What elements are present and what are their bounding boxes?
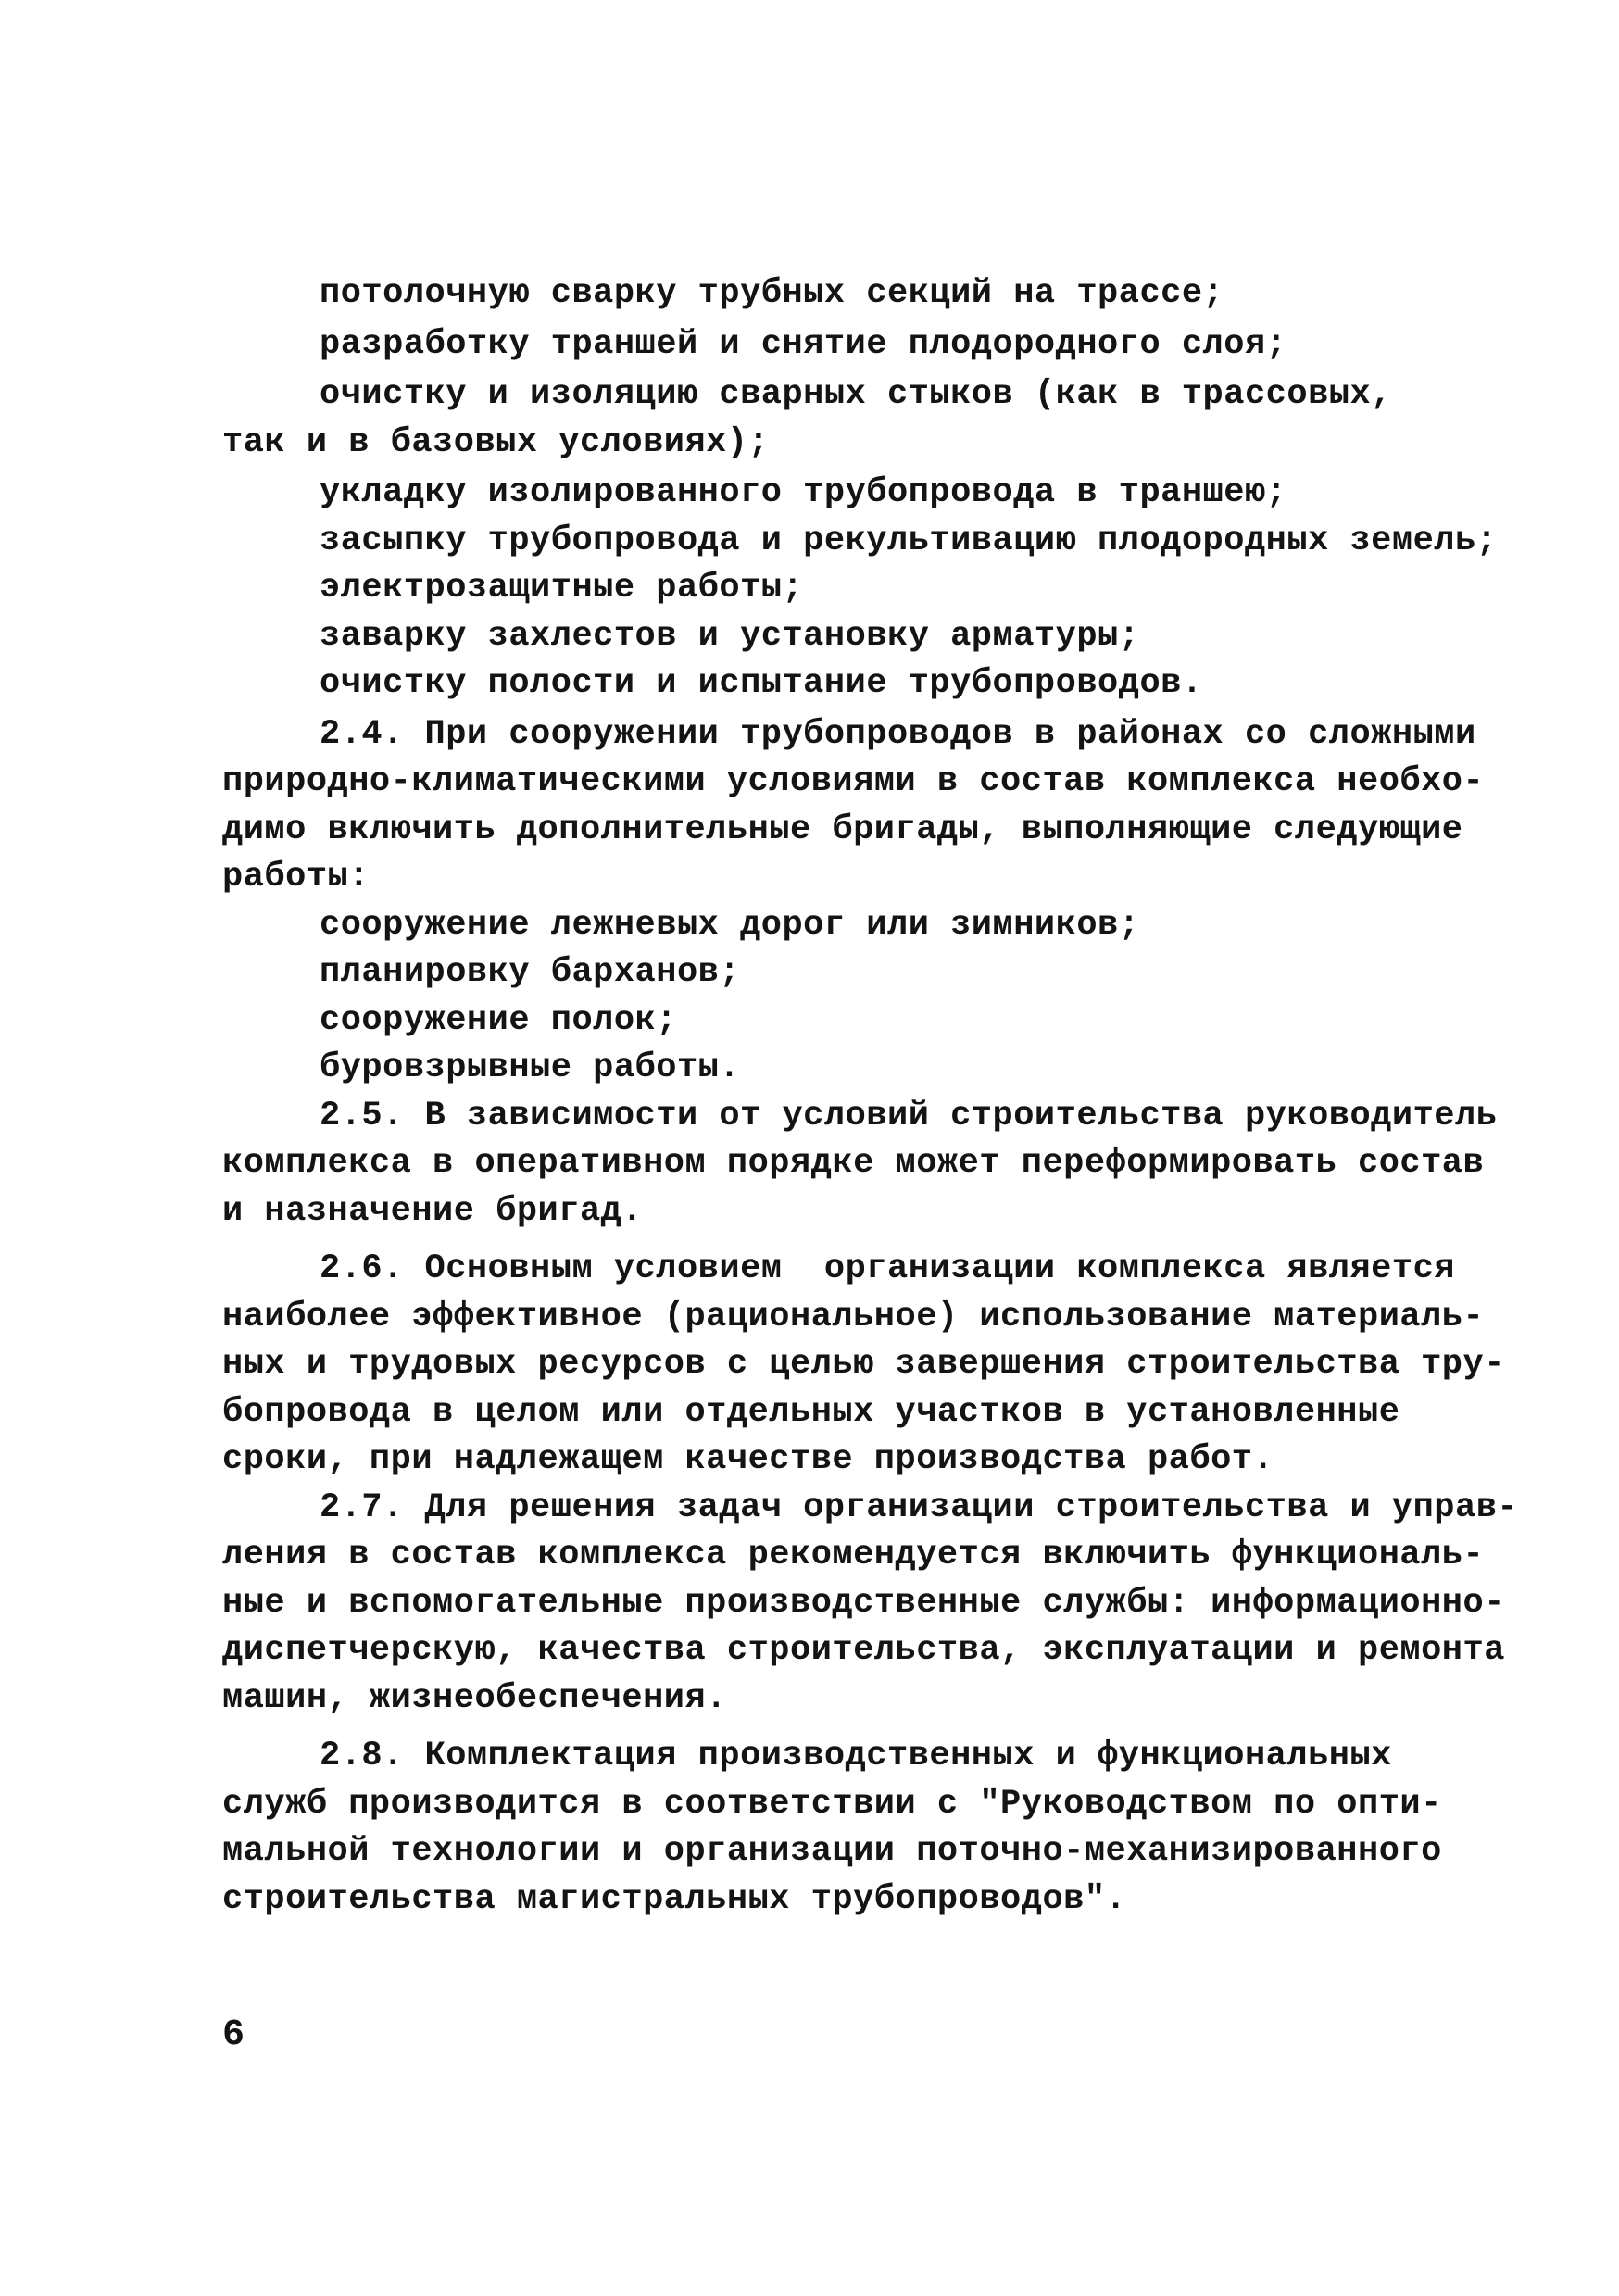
list-item: электрозащитные работы;: [320, 569, 804, 608]
paragraph-2-7-line: диспетчерскую, качества строительства, эксплуатации и ремонта: [222, 1631, 1505, 1670]
paragraph-2-6-line: ных и трудовых ресурсов с целью завершения строительства тру-: [222, 1345, 1505, 1384]
list-item: планировку барханов;: [320, 953, 741, 992]
body-text: [222, 270, 1519, 1924]
paragraph-2-7-line: ные и вспомогательные производственные службы: информационно-: [222, 1583, 1505, 1623]
list-item: очистку полости и испытание трубопроводов.: [320, 664, 1203, 703]
list-item: разработку траншей и снятие плодородного слоя;: [320, 324, 1287, 364]
paragraph-2-8-line: строительства магистральных трубопроводов".: [222, 1879, 1127, 1919]
paragraph-2-6-line: бопровода в целом или отдельных участков в установленные: [222, 1392, 1400, 1432]
paragraph-2-6-line: наиболее эффективное (рациональное) использование материаль-: [222, 1297, 1485, 1336]
list-item: сооружение полок;: [320, 1000, 677, 1040]
paragraph-2-4-line: димо включить дополнительные бригады, выполняющие следующие: [222, 809, 1463, 849]
list-item: буровзрывные работы.: [320, 1048, 741, 1087]
list-item: засыпку трубопровода и рекультивацию плодородных земель;: [320, 521, 1498, 560]
list-item-continuation: так и в базовых условиях);: [222, 422, 770, 462]
list-item: заварку захлестов и установку арматуры;: [320, 616, 1140, 656]
paragraph-2-5-line: 2.5. В зависимости от условий строительства руководитель: [320, 1096, 1498, 1135]
list-item: потолочную сварку трубных секций на трассе;: [320, 274, 1224, 313]
paragraph-2-8-line: служб производится в соответствии с "Руководством по опти-: [222, 1784, 1442, 1824]
paragraph-2-8-line: мальной технологии и организации поточно-механизированного: [222, 1832, 1442, 1871]
paragraph-2-4-line: природно-климатическими условиями в состав комплекса необхо-: [222, 762, 1485, 801]
paragraph-2-7-line: машин, жизнеобеспечения.: [222, 1678, 727, 1718]
list-item: укладку изолированного трубопровода в траншею;: [320, 473, 1287, 512]
list-item: очистку и изоляцию сварных стыков (как в трассовых,: [320, 375, 1392, 414]
list-item: сооружение лежневых дорог или зимников;: [320, 905, 1140, 945]
paragraph-2-7-line: 2.7. Для решения задач организации строительства и управ-: [320, 1487, 1519, 1527]
paragraph-2-6-line: сроки, при надлежащем качестве производства работ.: [222, 1440, 1274, 1479]
paragraph-2-5-line: комплекса в оперативном порядке может переформировать состав: [222, 1144, 1485, 1183]
page-number: 6: [222, 2014, 245, 2056]
paragraph-2-8-line: 2.8. Комплектация производственных и функциональных: [320, 1737, 1392, 1775]
paragraph-2-6-line: 2.6. Основным условием организации комплекса является: [320, 1249, 1455, 1288]
paragraph-2-4-line: работы:: [222, 858, 370, 897]
paragraph-2-4-line: 2.4. При сооружении трубопроводов в районах со сложными: [320, 714, 1476, 754]
paragraph-2-7-line: ления в состав комплекса рекомендуется включить функциональ-: [222, 1536, 1485, 1575]
paragraph-2-5-line: и назначение бригад.: [222, 1191, 644, 1231]
